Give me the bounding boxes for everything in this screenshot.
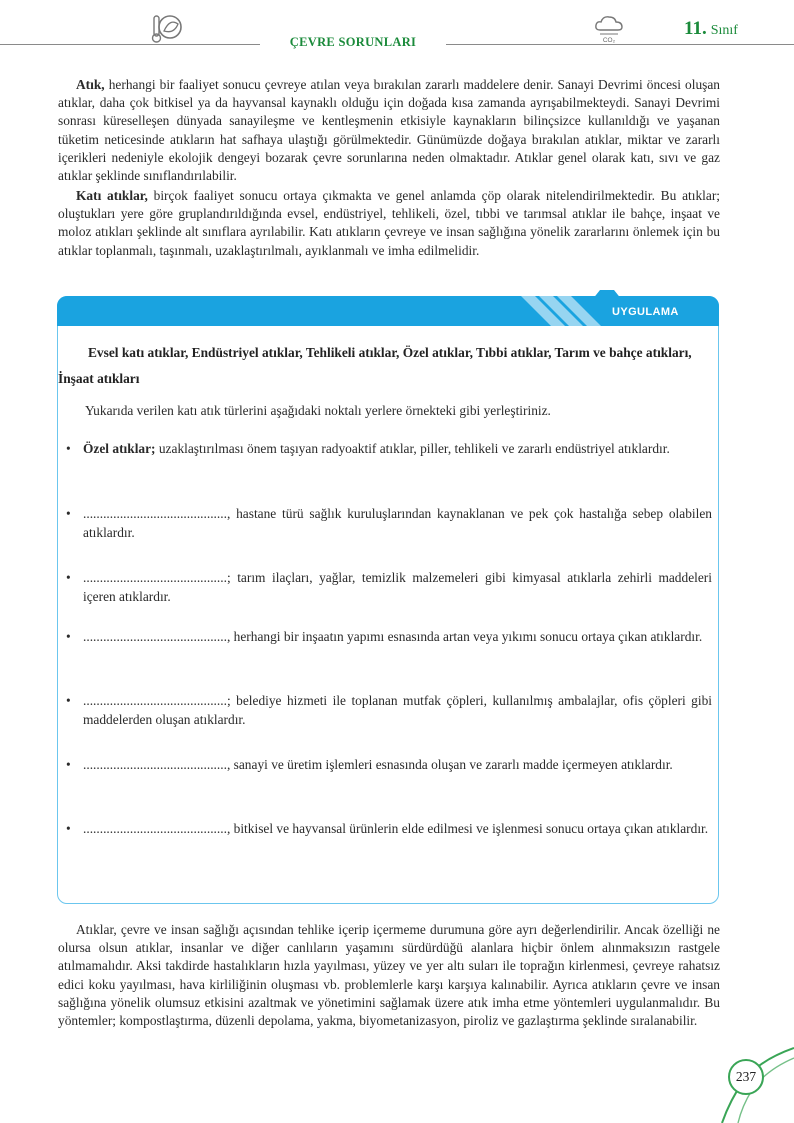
term-kati-atiklar: Katı atıklar, bbox=[76, 188, 148, 203]
fill-blank-text[interactable]: ...........................................; belediye hizmeti ile toplanan mutfak çöpleri, kullanılmış ambalajlar, ofis çöpleri gibi maddelerden oluşan atıklardır. bbox=[83, 693, 712, 727]
banner-tab-notch bbox=[592, 290, 622, 300]
bullet-4: • bbox=[66, 629, 71, 644]
activity-item bbox=[66, 440, 712, 459]
page-number: 237 bbox=[728, 1059, 764, 1095]
header-rule-right bbox=[444, 44, 794, 45]
activity-item bbox=[66, 756, 712, 775]
thermometer-leaf-icon bbox=[148, 12, 184, 46]
waste-types-list bbox=[58, 340, 712, 392]
term-atik: Atık, bbox=[76, 77, 105, 92]
bullet-7: • bbox=[66, 821, 71, 836]
bullet-5: • bbox=[66, 693, 71, 708]
chapter-title: ÇEVRE SORUNLARI bbox=[260, 35, 446, 50]
cloud-co2-icon bbox=[592, 12, 626, 44]
fill-blank-text[interactable]: ..........................................., hastane türü sağlık kuruluşlarından kaynaklanan ve pek çok hastalığa sebep olabilen atıklardır. bbox=[83, 506, 712, 540]
activity-item bbox=[66, 692, 712, 729]
activity-item bbox=[66, 569, 712, 606]
outro-text: Atıklar, çevre ve insan sağlığı açısından tehlike içerip içermeme durumuna göre ayrı değerlendirilir. Ancak özelliği ne olursa olsun atıklar, insanlar ve diğer canlıların yaşamını sürdürdüğü alanlara hiçbir önlem alınmaksızın rastgele atılmamalıdır. Aksi takdirde hastalıkların hızla yayılması, yüzey ve yer altı suları ile toprağın kirlenmesi, çevreye rahatsız edici koku yayılması, hava kirliliğinin oluşması vb. problemlerle karşı karşıya kalınabilir. Ayrıca atıkların çevre ve insan sağlığına yönelik olumsuz etkisini azaltmak ve yönetimini sağlamak üzere atık imha etme yöntemleri uygulanmalıdır. Bu yöntemler; kompostlaştırma, düzenli depolama, yakma, biyometanizasyon, piroliz ve gazlaştırma şeklinde sıralanabilir. bbox=[58, 922, 720, 1029]
bullet-2: • bbox=[66, 506, 71, 521]
bullet-6: • bbox=[66, 757, 71, 772]
intro-text-1: herhangi bir faaliyet sonucu çevreye atılan veya bırakılan zararlı maddelere denir. Sanayi Devrimi öncesi oluşan atıklar, daha çok bitkisel ya da hayvansal kaynaklı olduğu için doğada kısa zamanda ayrışabilmekteydi. Sanayi Devrimi sonrası küreselleşen dünyada sanayileşme ve kentleşmenin etkisiyle kaynakların bilinçsizce kullanıldığı ve yaşanan tüketim neticesinde atıkların hat safhaya ulaştığı görülmektedir. Günümüzde doğaya bırakılan atıklar, miktar ve zararlı içerikleri nedeniyle ekolojik dengeyi bozarak çevre sorunlarına neden olmaktadır. Atıklar genel olarak katı, sıvı ve gaz atıklar şeklinde sınıflandırılabilir. bbox=[58, 77, 720, 184]
activity-item bbox=[66, 628, 712, 647]
fill-blank-text[interactable]: ..........................................., sanayi ve üretim işlemleri esnasında oluşan ve zararlı madde içermeyen atıklardır. bbox=[83, 757, 673, 772]
activity-instruction: Yukarıda verilen katı atık türlerini aşağıdaki noktalı yerlere örnekteki gibi yerleştiriniz. bbox=[85, 403, 551, 418]
activity-label: UYGULAMA bbox=[612, 306, 679, 318]
bullet-1: • bbox=[66, 441, 71, 456]
fill-blank-text[interactable]: ...........................................; tarım ilaçları, yağlar, temizlik malzemeleri gibi kimyasal atıklarla zehirli maddeleri içeren atıklardır. bbox=[83, 570, 712, 604]
bullet-3: • bbox=[66, 570, 71, 585]
waste-types-text: Evsel katı atıklar, Endüstriyel atıklar, Tehlikeli atıklar, Özel atıklar, Tıbbi atıklar, Tarım ve bahçe atıkları, İnşaat atıkları bbox=[58, 345, 692, 386]
header-rule-left bbox=[0, 44, 262, 45]
fill-blank-text[interactable]: ..........................................., bitkisel ve hayvansal ürünlerin elde edilmesi ve işlenmesi sonucu ortaya çıkan atıklardır. bbox=[83, 821, 709, 836]
activity-item bbox=[66, 820, 712, 839]
activity-item bbox=[66, 505, 712, 542]
fill-blank-text[interactable]: ..........................................., herhangi bir inşaatın yapımı esnasında artan veya yıkımı sonucu ortaya çıkan atıklardır. bbox=[83, 629, 703, 644]
co2-label: CO₂ bbox=[602, 37, 616, 44]
intro-paragraph-2 bbox=[58, 187, 720, 260]
grade-badge bbox=[684, 18, 738, 40]
item-text: uzaklaştırılması önem taşıyan radyoaktif atıklar, piller, tehlikeli ve zararlı endüstriyel atıklardır. bbox=[155, 441, 670, 456]
grade-label: Sınıf bbox=[710, 23, 738, 38]
intro-text-2: birçok faaliyet sonucu ortaya çıkmakta ve genel anlamda çöp olarak nitelendirilmektedir. Bu atıklar; oluştukları yere göre gruplandırıldığında evsel, endüstriyel, tehlikeli, özel, tıbbi ve tarımsal atıklar ile bahçe, inşaat ve moloz atıkları şeklinde alt sınıflara ayrılabilir. Katı atıkların çevreye ve insan sağlığına yönelik zararlarını önlemek için bu atıklar toplanmalı, taşınmalı, uzaklaştırılmalı, ayıklanmalı ve imha edilmelidir. bbox=[58, 188, 721, 258]
grade-number: 11. bbox=[684, 18, 707, 39]
outro-paragraph bbox=[58, 921, 720, 1030]
item-lead: Özel atıklar; bbox=[83, 441, 156, 456]
intro-paragraph-1 bbox=[58, 76, 720, 185]
